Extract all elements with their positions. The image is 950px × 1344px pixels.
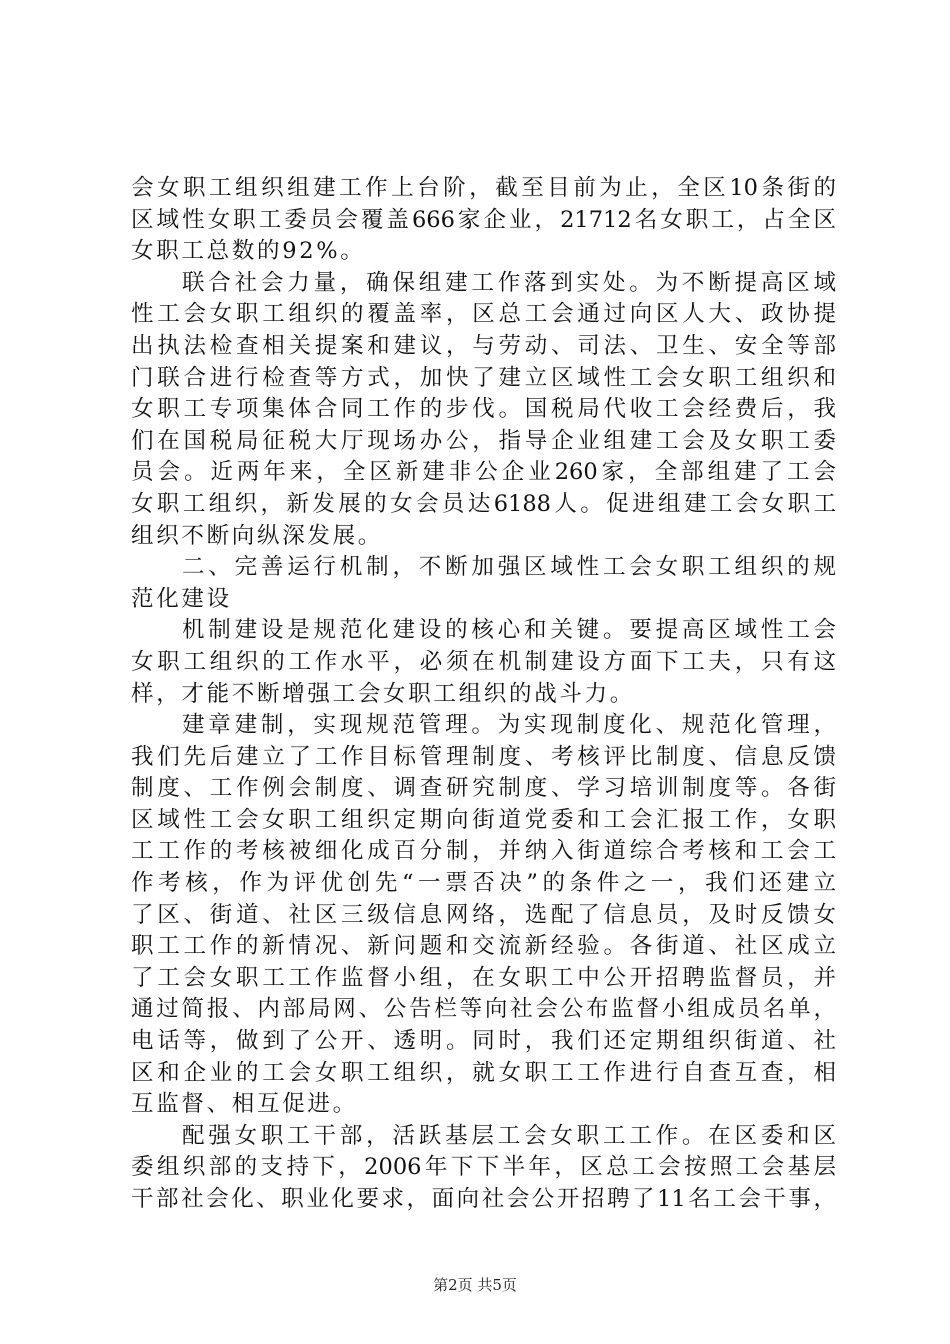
- text-line: 机制建设是规范化建设的核心和关键。要提高区域性工会: [182, 617, 836, 644]
- text-line: 区域性女职工委员会覆盖666家企业，21712名女职工，占全区: [131, 206, 836, 233]
- text-line: 联合社会力量，确保组建工作落到实处。为不断提高区域: [182, 269, 836, 296]
- text-line: 互监督、相互促进。: [131, 1091, 358, 1118]
- text-line: 通过简报、内部局网、公告栏等向社会公布监督小组成员名单，: [131, 996, 836, 1023]
- text-line: 组织不断向纵深发展。: [131, 522, 384, 549]
- text-line: 女职工总数的92%。: [131, 238, 366, 265]
- text-line: 委组织部的支持下，2006年下下半年，区总工会按照工会基层: [131, 1154, 836, 1181]
- text-line: 了工会女职工工作监督小组，在女职工中公开招聘监督员，并: [131, 964, 836, 991]
- text-line: 配强女职工干部，活跃基层工会女职工工作。在区委和区: [182, 1122, 836, 1149]
- text-line: 作考核，作为评优创先“一票否决”的条件之一，我们还建立: [131, 870, 836, 897]
- text-line: 出执法检查相关提案和建议，与劳动、司法、卫生、安全等部: [131, 332, 836, 359]
- text-line: 会女职工组织组建工作上台阶，截至目前为止，全区10条街的: [131, 175, 836, 201]
- text-line: 干部社会化、职业化要求，面向社会公开招聘了11名工会干事，: [131, 1186, 836, 1212]
- text-line: 职工工作的新情况、新问题和交流新经验。各街道、社区成立: [131, 933, 836, 960]
- text-line: 我们先后建立了工作目标管理制度、考核评比制度、信息反馈: [131, 743, 836, 770]
- text-line: 二、完善运行机制，不断加强区域性工会女职工组织的规: [182, 554, 836, 581]
- text-line: 了区、街道、社区三级信息网络，选配了信息员，及时反馈女: [131, 901, 836, 928]
- text-line: 性工会女职工组织的覆盖率，区总工会通过向区人大、政协提: [131, 301, 836, 328]
- text-line: 门联合进行检查等方式，加快了建立区域性工会女职工组织和: [131, 364, 836, 391]
- text-line: 制度、工作例会制度、调查研究制度、学习培训制度等。各街: [131, 775, 836, 802]
- text-line: 们在国税局征税大厅现场办公，指导企业组建工会及女职工委: [131, 427, 836, 454]
- document-body: [131, 173, 836, 1216]
- page-number-footer: 第2页 共5页: [433, 1276, 517, 1294]
- text-line: 样，才能不断增强工会女职工组织的战斗力。: [131, 680, 636, 707]
- text-line: 员会。近两年来，全区新建非公企业260家，全部组建了工会: [131, 459, 836, 486]
- text-line: 女职工组织，新发展的女会员达6188人。促进组建工会女职工: [131, 490, 836, 517]
- text-line: 工工作的考核被细化成百分制，并纳入街道综合考核和工会工: [131, 838, 836, 865]
- text-line: 女职工组织的工作水平，必须在机制建设方面下工夫，只有这: [131, 648, 836, 675]
- text-line: 区域性工会女职工组织定期向街道党委和工会汇报工作，女职: [131, 806, 836, 833]
- text-line: 建章建制，实现规范管理。为实现制度化、规范化管理，: [182, 712, 836, 739]
- text-line: 电话等，做到了公开、透明。同时，我们还定期组织街道、社: [131, 1028, 836, 1055]
- text-line: 区和企业的工会女职工组织，就女职工工作进行自查互查，相: [131, 1059, 836, 1086]
- text-line: 女职工专项集体合同工作的步伐。国税局代收工会经费后，我: [131, 396, 836, 423]
- text-line: 范化建设: [131, 585, 232, 612]
